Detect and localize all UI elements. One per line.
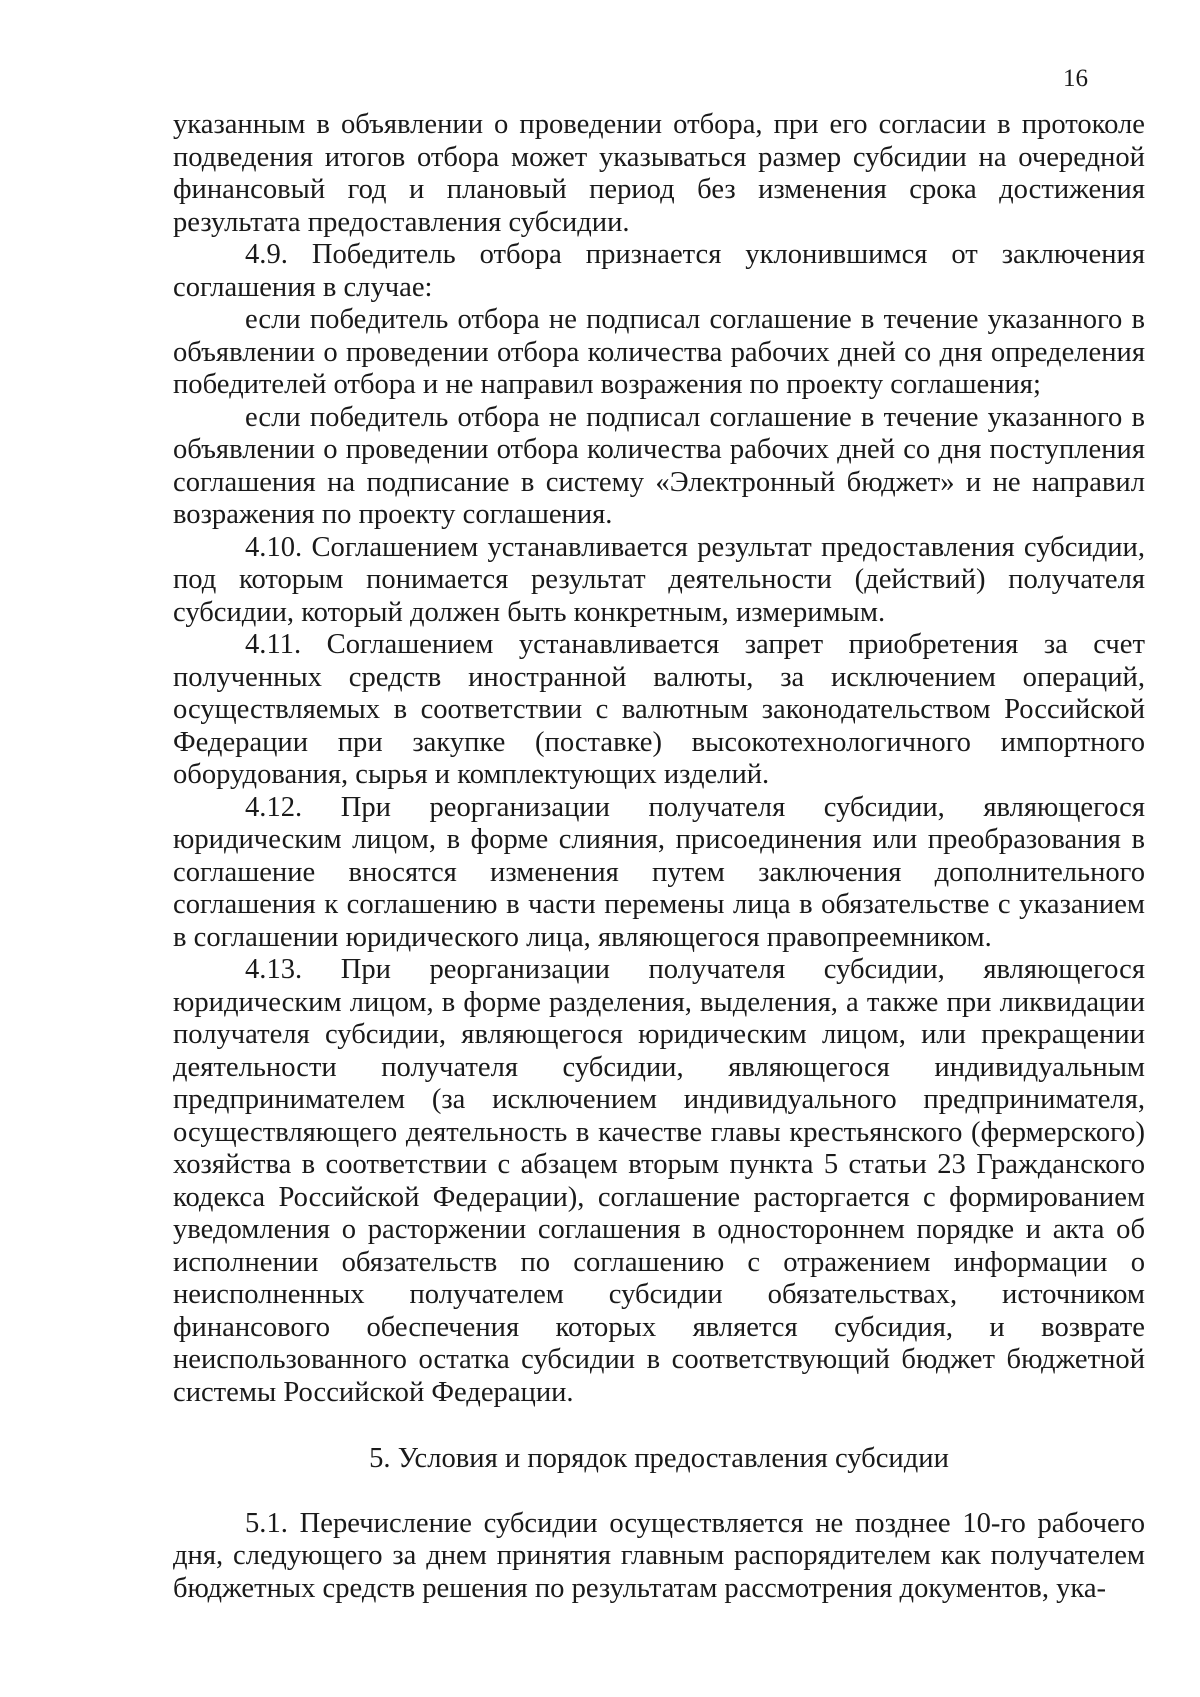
document-body [173,109,1145,1605]
paragraph-4-12: 4.12. При реорганизации получателя субсидии, являющегося юридическим лицом, в форме слияния, присоединения или преобразования в соглашение вносятся изменения путем заключения дополнительного соглашения к соглашению в части перемены лица в обязательстве с указанием в соглашении юридического лица, являющегося правопреемником. [173,791,1145,953]
paragraph-4-13: 4.13. При реорганизации получателя субсидии, являющегося юридическим лицом, в форме разделения, выделения, а также при ликвидации получателя субсидии, являющегося юридическим лицом, или прекращении деятельности получателя субсидии, являющегося индивидуальным предпринимателем (за исключением индивидуального предпринимателя, осуществляющего деятельность в качестве главы крестьянского (фермерского) хозяйства в соответствии с абзацем вторым пункта 5 статьи 23 Гражданского кодекса Российской Федерации), соглашение расторгается с формированием уведомления о расторжении соглашения в одностороннем порядке и акта об исполнении обязательств по соглашению с отражением информации о неисполненных получателем субсидии обязательствах, источником финансового обеспечения которых является субсидия, и возврате неиспользованного остатка субсидии в соответствующий бюджет бюджетной системы Российской Федерации. [173,954,1145,1408]
paragraph-4-9-case-1: если победитель отбора не подписал соглашение в течение указанного в объявлении о проведении отбора количества рабочих дней со дня определения победителей отбора и не направил возражения по проекту соглашения; [173,304,1145,400]
paragraph-4-9-case-2: если победитель отбора не подписал соглашение в течение указанного в объявлении о проведении отбора количества рабочих дней со дня поступления соглашения на подписание в систему «Электронный бюджет» и не направил возражения по проекту соглашения. [173,401,1145,530]
section-heading: 5. Условия и порядок предоставления субсидии [369,1443,949,1474]
paragraph-continuation: указанным в объявлении о проведении отбора, при его согласии в протоколе подведения итогов отбора может указываться размер субсидии на очередной финансовый год и плановый период без изменения срока достижения результата предоставления субсидии. [173,109,1145,238]
paragraph-5-1: 5.1. Перечисление субсидии осуществляется не позднее 10-го рабочего дня, следующего за днем принятия главным распорядителем как получателем бюджетных средств решения по результатам рассмотрения документов, ука- [173,1507,1145,1604]
paragraph-4-10: 4.10. Соглашением устанавливается результат предоставления субсидии, под которым понимается результат деятельности (действий) получателя субсидии, который должен быть конкретным, измеримым. [173,531,1145,628]
paragraph-4-11: 4.11. Соглашением устанавливается запрет приобретения за счет полученных средств иностранной валюты, за исключением операций, осуществляемых в соответствии с валютным законодательством Российской Федерации при закупке (поставке) высокотехнологичного импортного оборудования, сырья и комплектующих изделий. [173,629,1145,790]
paragraph-4-9: 4.9. Победитель отбора признается уклонившимся от заключения соглашения в случае: [173,239,1145,303]
page-number: 16 [1063,65,1088,92]
